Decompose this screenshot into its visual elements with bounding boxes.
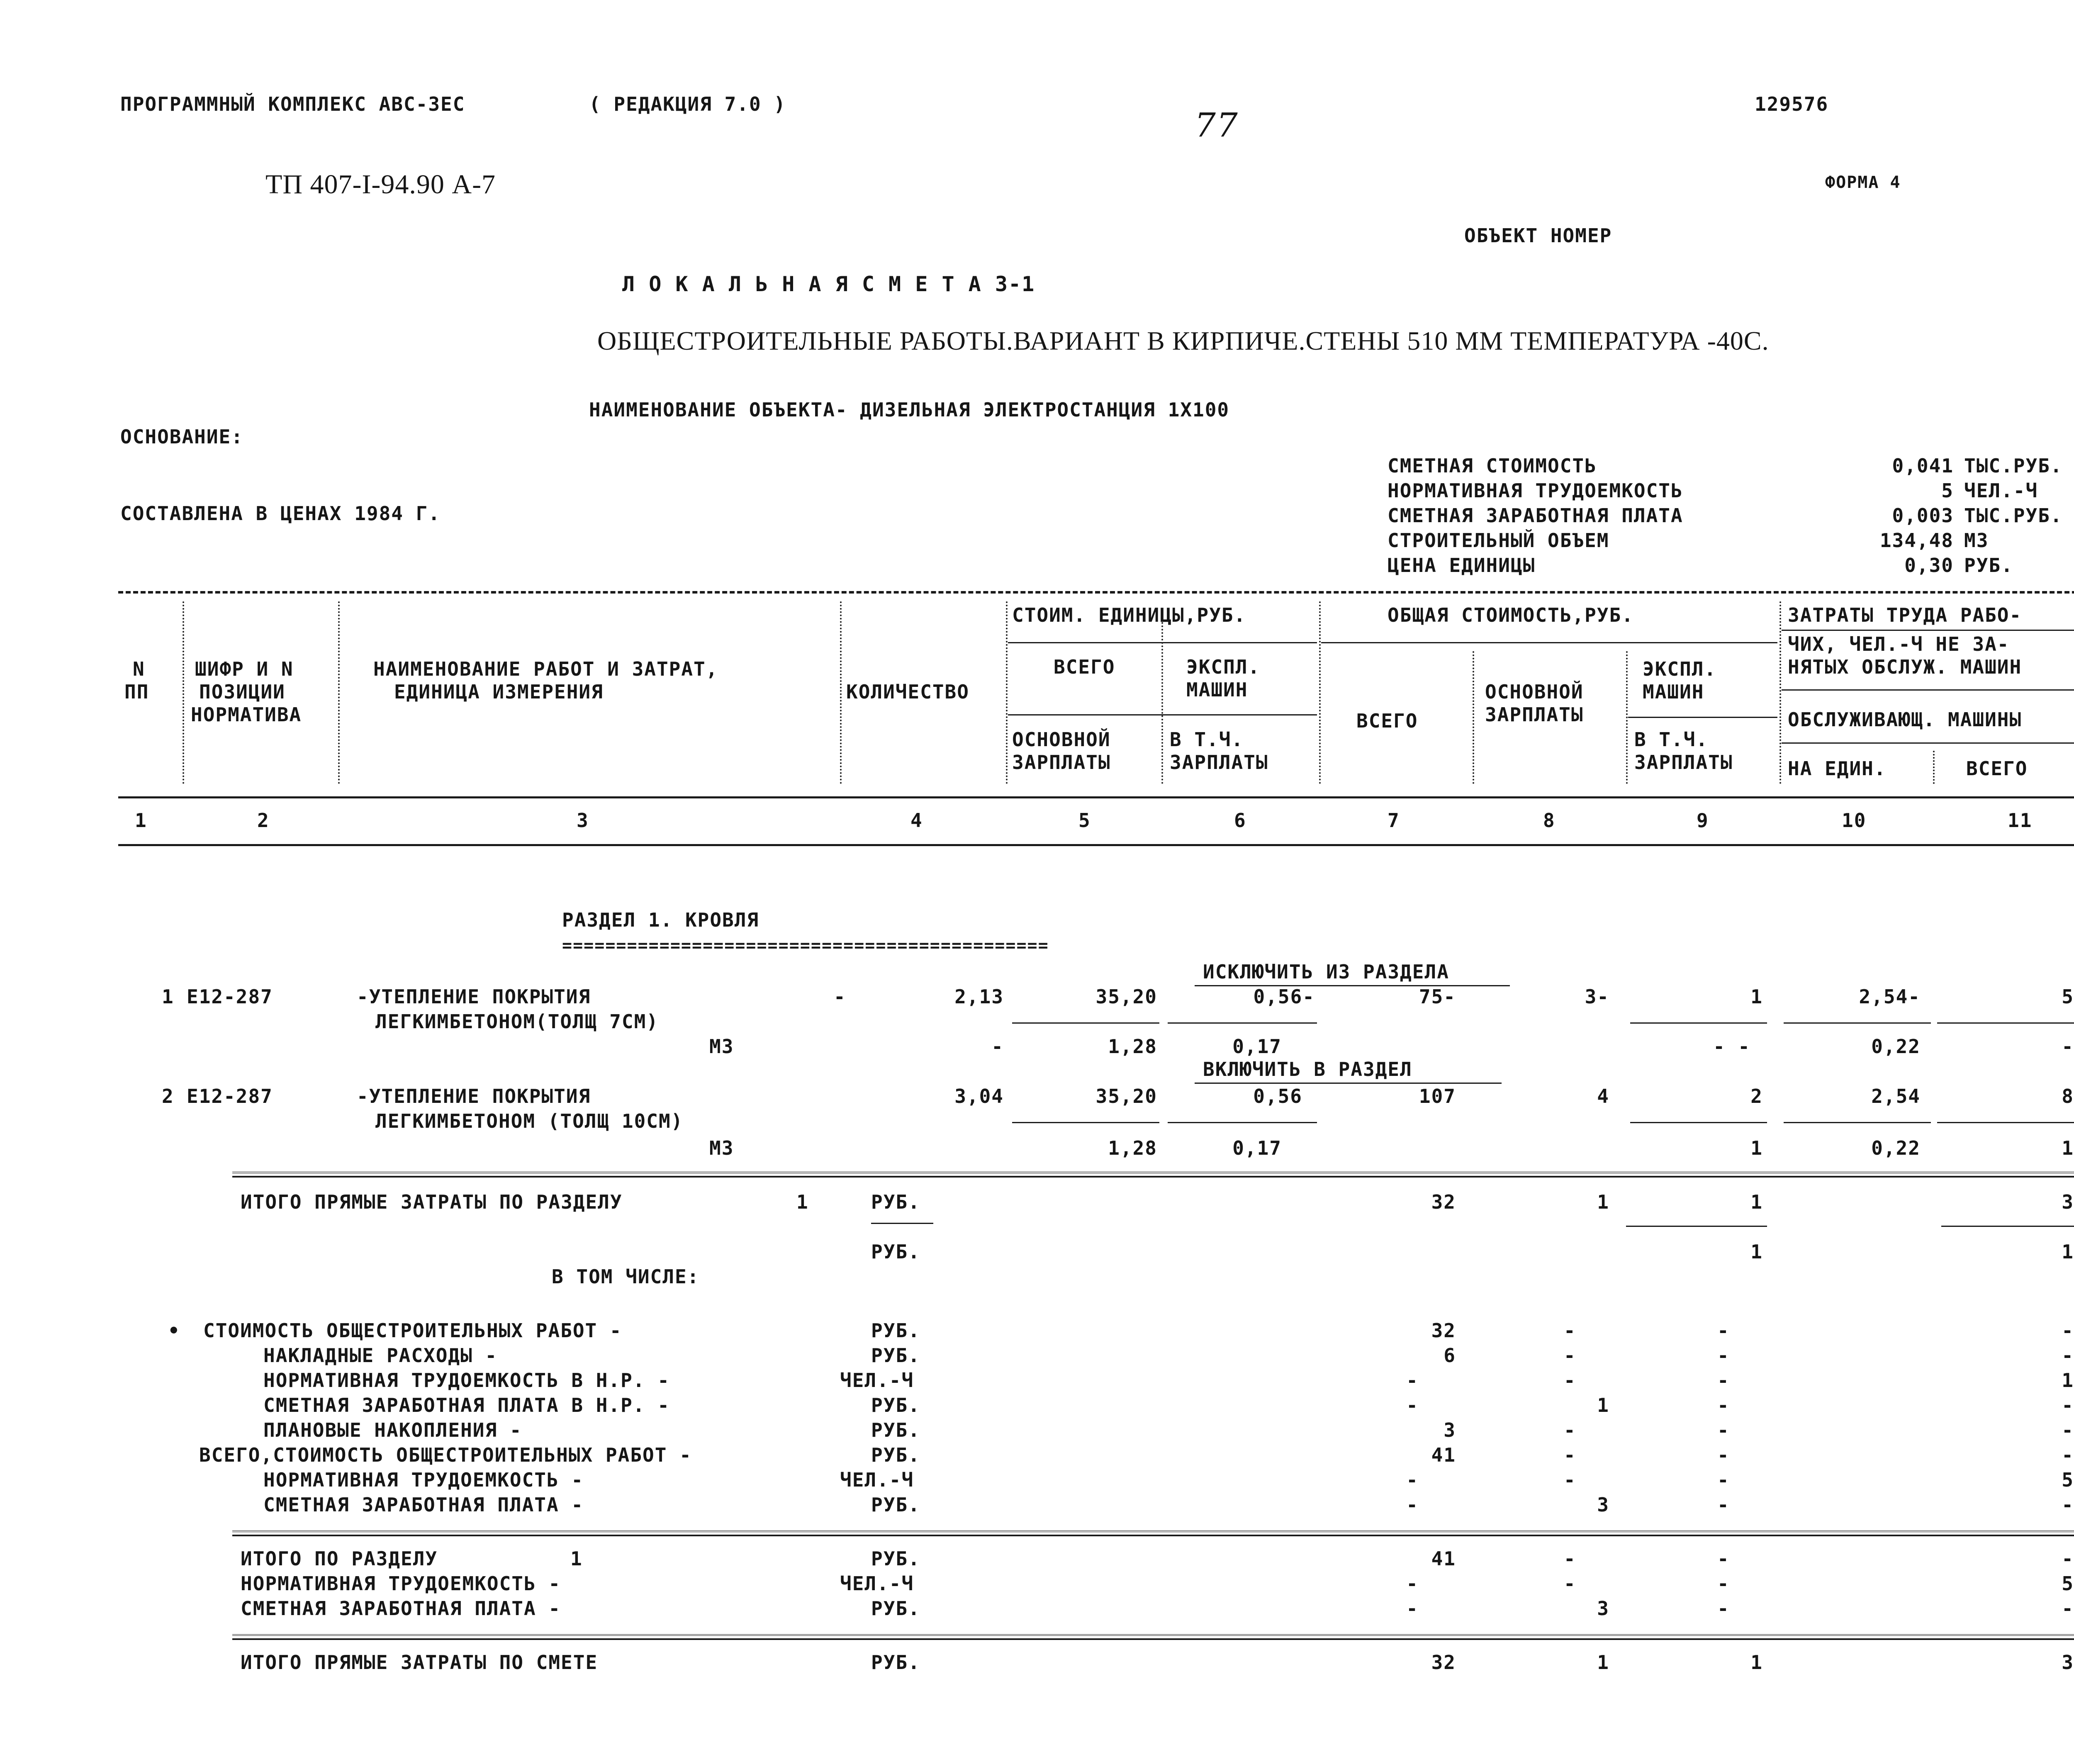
cell-col8: 1: [1597, 1394, 1609, 1416]
cell-rule: [1626, 1226, 1767, 1227]
cell-col9: -: [1717, 1494, 1730, 1516]
cell-col8: 1: [1597, 1651, 1609, 1674]
cell-col8: -: [1564, 1444, 1576, 1466]
summary-value: 134,48: [1879, 529, 1954, 552]
column-divider: [840, 601, 842, 784]
header-total-mach: МАШИН: [1643, 681, 1704, 703]
cell-col7: 6: [1444, 1344, 1456, 1367]
cell-rule: [1784, 1122, 1931, 1123]
column-number: 11: [2008, 809, 2033, 832]
summary-value: 0,041: [1892, 455, 1954, 477]
header-rule: [118, 796, 2074, 798]
breakdown-label: ПЛАНОВЫЕ НАКОПЛЕНИЯ -: [263, 1419, 522, 1441]
breakdown-unit: ЧЕЛ.-Ч: [840, 1369, 914, 1392]
cell-col11: -: [2062, 1035, 2074, 1058]
cell-col6: 0,17: [1232, 1035, 1282, 1058]
header-total-incl: ЗАРПЛАТЫ: [1634, 751, 1733, 774]
section-rule: [232, 1530, 2074, 1536]
header-total-incl: В Т.Ч.: [1634, 728, 1709, 751]
cell-col8: -: [1564, 1572, 1576, 1595]
cell-col11: 5: [2062, 985, 2074, 1008]
cell-col6: 0,56: [1253, 1085, 1302, 1107]
cell-col7: -: [1406, 1369, 1419, 1392]
total-unit: ЧЕЛ.-Ч: [840, 1572, 914, 1595]
cell-col9: 1: [1750, 1191, 1763, 1213]
cell-col11: 1: [2062, 1369, 2074, 1392]
cell-col8: -: [1713, 1035, 1726, 1058]
breakdown-unit: РУБ.: [871, 1319, 920, 1342]
cell-col8: 3-: [1585, 985, 1609, 1008]
header-labor-total: ВСЕГО: [1966, 757, 2028, 780]
total-label: НОРМАТИВНАЯ ТРУДОЕМКОСТЬ -: [241, 1572, 561, 1595]
breakdown-unit: РУБ.: [871, 1419, 920, 1441]
cell-rule: [1168, 1122, 1317, 1123]
include-note: ВКЛЮЧИТЬ В РАЗДЕЛ: [1203, 1058, 1412, 1080]
cell-rule: [1012, 1022, 1159, 1024]
total-unit: РУБ.: [871, 1191, 920, 1213]
cell-rule: [1630, 1022, 1767, 1024]
cell-col9: -: [1717, 1444, 1730, 1466]
header-rule: [118, 844, 2074, 846]
column-divider: [338, 601, 340, 784]
column-divider: [1161, 622, 1163, 784]
column-number: 8: [1543, 809, 1556, 832]
header-labor-unit: НА ЕДИН.: [1788, 757, 1887, 780]
cell-col8: 3: [1597, 1494, 1609, 1516]
cell-rule: [1937, 1122, 2074, 1123]
header-total-mach: ЭКСПЛ.: [1643, 658, 1717, 680]
bullet-mark: •: [168, 1319, 180, 1342]
table-top-rule: [118, 591, 2074, 594]
cell-rule: [1784, 1022, 1931, 1024]
cell-col7: -: [1406, 1494, 1419, 1516]
total-unit: РУБ.: [871, 1651, 920, 1674]
header-rule: [1008, 714, 1317, 715]
cell-col9: 1: [1750, 985, 1763, 1008]
cell-col11: -: [2062, 1597, 2074, 1620]
header-total-base: ЗАРПЛАТЫ: [1485, 703, 1584, 726]
row-unit: М3: [709, 1035, 734, 1058]
cell-col11: 1: [2062, 1241, 2074, 1263]
row-name: -УТЕПЛЕНИЕ ПОКРЫТИЯ: [357, 985, 591, 1008]
header-col1: N: [133, 658, 145, 680]
breakdown-unit: РУБ.: [871, 1394, 920, 1416]
cell-col9: -: [1717, 1319, 1730, 1342]
cell-col11: -: [2062, 1444, 2074, 1466]
header-col4: КОЛИЧЕСТВО: [846, 681, 969, 703]
cell-rule: [1630, 1122, 1767, 1123]
cell-col7: 75-: [1419, 985, 1456, 1008]
column-divider: [1473, 651, 1474, 784]
breakdown-label: НОРМАТИВНАЯ ТРУДОЕМКОСТЬ -: [263, 1469, 584, 1491]
cell-col7: 3: [1444, 1419, 1456, 1441]
cell-col8: 3: [1597, 1597, 1609, 1620]
header-labor-sub: ОБСЛУЖИВАЮЩ. МАШИНЫ: [1788, 708, 2022, 731]
cell-col11: -: [2062, 1419, 2074, 1441]
cell-col6: 0,56-: [1253, 985, 1315, 1008]
cell-rule: [1937, 1022, 2074, 1024]
cell-col11: -: [2062, 1344, 2074, 1367]
header-rule: [1782, 689, 2074, 691]
cell-col9: 1: [1750, 1137, 1763, 1159]
cell-col7: 32: [1431, 1191, 1456, 1213]
column-divider: [1933, 751, 1935, 784]
column-divider: [183, 601, 184, 784]
summary-label: СТРОИТЕЛЬНЫЙ ОБЪЕМ: [1388, 529, 1609, 552]
header-unit-incl: ЗАРПЛАТЫ: [1170, 751, 1268, 774]
summary-unit: М3: [1964, 529, 1989, 552]
cell-col9: 1: [1750, 1241, 1763, 1263]
including-label: В ТОМ ЧИСЛЕ:: [552, 1265, 700, 1288]
cell-col9: 2: [1750, 1085, 1763, 1107]
cell-col8: -: [1564, 1419, 1576, 1441]
price-level: СОСТАВЛЕНА В ЦЕНАХ 1984 Г.: [120, 502, 441, 525]
column-number: 3: [577, 809, 589, 832]
header-col2: НОРМАТИВА: [191, 703, 302, 726]
cell-col7: -: [1406, 1469, 1419, 1491]
cell-col5: 35,20: [1095, 985, 1157, 1008]
summary-label: СМЕТНАЯ СТОИМОСТЬ: [1388, 455, 1597, 477]
cell-col8: -: [1564, 1469, 1576, 1491]
column-number: 2: [257, 809, 270, 832]
header-rule: [1782, 630, 2074, 631]
column-divider: [1319, 601, 1321, 784]
column-number: 10: [1842, 809, 1867, 832]
column-number: 1: [135, 809, 147, 832]
estimate-title: Л О К А Л Ь Н А Я С М Е Т А 3-1: [622, 272, 1035, 296]
row-quantity: 2,13: [954, 985, 1004, 1008]
object-name: НАИМЕНОВАНИЕ ОБЪЕКТА- ДИЗЕЛЬНАЯ ЭЛЕКТРОСТАНЦИЯ 1Х100: [589, 399, 1230, 421]
summary-unit: ЧЕЛ.-Ч: [1964, 479, 2038, 502]
cell-col8: -: [1564, 1319, 1576, 1342]
cell-rule: [1941, 1226, 2074, 1227]
cell-col6: 0,17: [1232, 1137, 1282, 1159]
summary-unit: ТЫС.РУБ.: [1964, 504, 2063, 527]
breakdown-label: СМЕТНАЯ ЗАРАБОТНАЯ ПЛАТА В Н.Р. -: [263, 1394, 670, 1416]
header-unit-base: ОСНОВНОЙ: [1012, 728, 1111, 751]
breakdown-label: СМЕТНАЯ ЗАРАБОТНАЯ ПЛАТА -: [263, 1494, 584, 1516]
summary-value: 0,003: [1892, 504, 1954, 527]
breakdown-unit: РУБ.: [871, 1344, 920, 1367]
header-col2: ПОЗИЦИИ: [199, 681, 285, 703]
cell-col5: 1,28: [1108, 1137, 1157, 1159]
cell-col9: -: [1717, 1469, 1730, 1491]
column-number: 7: [1388, 809, 1400, 832]
row-unit: М3: [709, 1137, 734, 1159]
page-number: 77: [1195, 106, 1239, 144]
total-section-number: 1: [570, 1547, 583, 1570]
cell-col5: 1,28: [1108, 1035, 1157, 1058]
cell-col8: -: [1564, 1369, 1576, 1392]
cell-col8: -: [1564, 1344, 1576, 1367]
cell-col9: -: [1717, 1344, 1730, 1367]
summary-unit: ТЫС.РУБ.: [1964, 455, 2063, 477]
cell-col9: -: [1717, 1369, 1730, 1392]
cell-rule: [1168, 1022, 1317, 1024]
header-col1: ПП: [124, 681, 149, 703]
header-total-cost: ОБЩАЯ СТОИМОСТЬ,РУБ.: [1388, 604, 1634, 626]
row-name: ЛЕГКИМБЕТОНОМ(ТОЛЩ 7СМ): [375, 1010, 659, 1033]
breakdown-label: НОРМАТИВНАЯ ТРУДОЕМКОСТЬ В Н.Р. -: [263, 1369, 670, 1392]
section-title-underline: =============================================: [562, 936, 1049, 955]
header-rule: [1628, 717, 1777, 718]
cell-col11: 5: [2062, 1469, 2074, 1491]
program-name: ПРОГРАММНЫЙ КОМПЛЕКС АВС-ЗЕС: [120, 93, 465, 115]
project-code: ТП 407-I-94.90 А-7: [265, 169, 496, 200]
total-label: СМЕТНАЯ ЗАРАБОТНАЯ ПЛАТА -: [241, 1597, 561, 1620]
header-col3: ЕДИНИЦА ИЗМЕРЕНИЯ: [394, 681, 604, 703]
total-label: ИТОГО ПРЯМЫЕ ЗАТРАТЫ ПО СМЕТЕ: [241, 1651, 598, 1674]
header-labor: ЗАТРАТЫ ТРУДА РАБО-: [1788, 604, 2022, 626]
cell-col9: -: [1717, 1394, 1730, 1416]
header-labor: ЧИХ, ЧЕЛ.-Ч НЕ ЗА-: [1788, 633, 2010, 655]
header-total-all: ВСЕГО: [1356, 710, 1418, 732]
note-underline: [1195, 1083, 1502, 1084]
summary-label: ЦЕНА ЕДИНИЦЫ: [1388, 554, 1536, 577]
column-number: 4: [910, 809, 923, 832]
cell-col11: -: [2062, 1494, 2074, 1516]
section-rule: [232, 1172, 2074, 1178]
header-rule: [1321, 642, 1777, 643]
cell-col10: 0,22: [1871, 1035, 1921, 1058]
total-unit: РУБ.: [871, 1547, 920, 1570]
section-rule: [232, 1634, 2074, 1640]
column-number: 5: [1078, 809, 1091, 832]
exclude-note: ИСКЛЮЧИТЬ ИЗ РАЗДЕЛА: [1203, 961, 1449, 983]
cell-col11: -: [2062, 1394, 2074, 1416]
cell-col7: -: [1406, 1394, 1419, 1416]
header-rule: [1782, 742, 2074, 744]
cell-col9: -: [1717, 1547, 1730, 1570]
cell-col7: -: [1406, 1597, 1419, 1620]
cell-col8: 4: [1597, 1085, 1609, 1107]
basis-label: ОСНОВАНИЕ:: [120, 426, 243, 448]
cell-col7: 32: [1431, 1651, 1456, 1674]
cell-col10: 2,54: [1871, 1085, 1921, 1107]
header-unit-incl: В Т.Ч.: [1170, 728, 1244, 751]
estimate-subtitle: ОБЩЕСТРОИТЕЛЬНЫЕ РАБОТЫ.ВАРИАНТ В КИРПИЧЕ.СТЕНЫ 510 ММ ТЕМПЕРАТУРА -40С.: [597, 326, 1769, 355]
header-unit-base: ЗАРПЛАТЫ: [1012, 751, 1111, 774]
breakdown-label: ВСЕГО,СТОИМОСТЬ ОБЩЕСТРОИТЕЛЬНЫХ РАБОТ -: [199, 1444, 692, 1466]
cell-col9: -: [1717, 1597, 1730, 1620]
document-id: 129576: [1755, 93, 1829, 115]
cell-col11: -: [2062, 1547, 2074, 1570]
cell-col7: 41: [1431, 1547, 1456, 1570]
cell-col4-dash: -: [991, 1035, 1004, 1058]
row-quantity: 3,04: [954, 1085, 1004, 1107]
cell-col9: 1: [1750, 1651, 1763, 1674]
cell-col7: 41: [1431, 1444, 1456, 1466]
total-unit: РУБ.: [871, 1241, 920, 1263]
row-number: 1: [162, 985, 174, 1008]
row-code: Е12-287: [187, 1085, 273, 1107]
column-divider: [1006, 601, 1008, 784]
total-unit: РУБ.: [871, 1597, 920, 1620]
cell-col7: -: [1406, 1572, 1419, 1595]
header-total-base: ОСНОВНОЙ: [1485, 681, 1584, 703]
header-rule: [1008, 642, 1317, 643]
cell-col8: 1: [1597, 1191, 1609, 1213]
row-code: Е12-287: [187, 985, 273, 1008]
total-label: ИТОГО ПРЯМЫЕ ЗАТРАТЫ ПО РАЗДЕЛУ: [241, 1191, 623, 1213]
breakdown-unit: РУБ.: [871, 1444, 920, 1466]
summary-unit: РУБ.: [1964, 554, 2013, 577]
breakdown-label: НАКЛАДНЫЕ РАСХОДЫ -: [263, 1344, 498, 1367]
cell-col5: 35,20: [1095, 1085, 1157, 1107]
row-number: 2: [162, 1085, 174, 1107]
cell-rule: [1012, 1122, 1159, 1123]
cell-col9: -: [1717, 1419, 1730, 1441]
unit-underline: [871, 1223, 933, 1224]
row-name: ЛЕГКИМБЕТОНОМ (ТОЛЩ 10СМ): [375, 1110, 684, 1132]
column-divider: [1626, 651, 1628, 784]
summary-value: 5: [1941, 479, 1954, 502]
cell-col11: 1: [2062, 1137, 2074, 1159]
object-number: ОБЪЕКТ НОМЕР: [1464, 224, 1612, 247]
cell-col11: 3: [2062, 1651, 2074, 1674]
header-unit-total: ВСЕГО: [1054, 656, 1115, 678]
row-sign: -: [834, 985, 846, 1008]
total-label: ИТОГО ПО РАЗДЕЛУ: [241, 1547, 438, 1570]
summary-label: НОРМАТИВНАЯ ТРУДОЕМКОСТЬ: [1388, 479, 1683, 502]
program-edition: ( РЕДАКЦИЯ 7.0 ): [589, 93, 786, 115]
breakdown-unit: ЧЕЛ.-Ч: [840, 1469, 914, 1491]
cell-col9: -: [1738, 1035, 1750, 1058]
cell-col8: -: [1564, 1547, 1576, 1570]
column-divider: [1779, 601, 1781, 784]
row-name: -УТЕПЛЕНИЕ ПОКРЫТИЯ: [357, 1085, 591, 1107]
cell-col11: -: [2062, 1319, 2074, 1342]
cell-col11: 8: [2062, 1085, 2074, 1107]
cell-col7: 107: [1419, 1085, 1456, 1107]
header-col3: НАИМЕНОВАНИЕ РАБОТ И ЗАТРАТ,: [373, 658, 718, 680]
cell-col11: 5: [2062, 1572, 2074, 1595]
form-number: ФОРМА 4: [1825, 173, 1901, 192]
header-col2: ШИФР И N: [195, 658, 294, 680]
breakdown-label: СТОИМОСТЬ ОБЩЕСТРОИТЕЛЬНЫХ РАБОТ -: [203, 1319, 622, 1342]
cell-col10: 2,54-: [1859, 985, 1921, 1008]
breakdown-unit: РУБ.: [871, 1494, 920, 1516]
column-number: 6: [1234, 809, 1246, 832]
header-unit-cost: СТОИМ. ЕДИНИЦЫ,РУБ.: [1012, 604, 1246, 626]
column-number: 9: [1697, 809, 1709, 832]
cell-col7: 32: [1431, 1319, 1456, 1342]
cell-col11: 3: [2062, 1191, 2074, 1213]
header-unit-mach: ЭКСПЛ.: [1186, 656, 1261, 678]
note-underline: [1195, 985, 1510, 986]
total-section-number: 1: [796, 1191, 809, 1213]
header-unit-mach: МАШИН: [1186, 679, 1248, 701]
summary-label: СМЕТНАЯ ЗАРАБОТНАЯ ПЛАТА: [1388, 504, 1683, 527]
cell-col10: 0,22: [1871, 1137, 1921, 1159]
header-labor: НЯТЫХ ОБСЛУЖ. МАШИН: [1788, 656, 2022, 678]
summary-value: 0,30: [1904, 554, 1954, 577]
cell-col9: -: [1717, 1572, 1730, 1595]
section-title: РАЗДЕЛ 1. КРОВЛЯ: [562, 909, 759, 931]
